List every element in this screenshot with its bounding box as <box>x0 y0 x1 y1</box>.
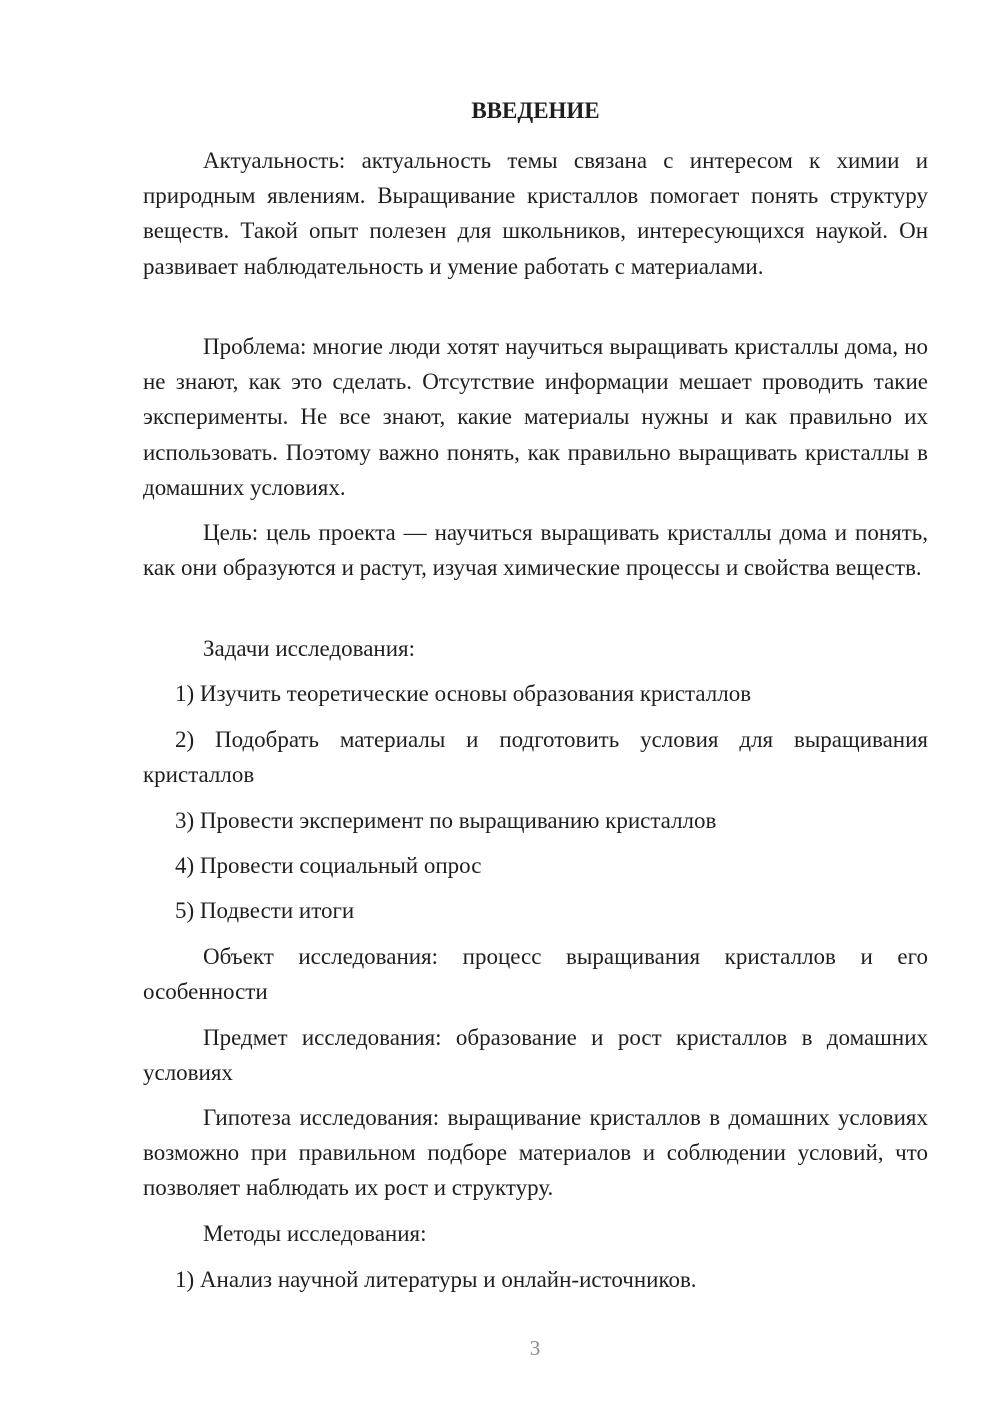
relevance-paragraph: Актуальность: актуальность темы связана с интересом к химии и природным явлениям. Выращивание кристаллов помогает понять структуру веществ. Такой опыт полезен для школьников, интересующихся наукой. Он развивает наблюдательность и умение работать с материалами. <box>143 148 928 279</box>
task-item-5: 5) Подвести итоги <box>175 898 355 923</box>
methods-heading: Методы исследования: <box>203 1221 427 1246</box>
section-title: ВВЕДЕНИЕ <box>471 98 600 123</box>
method-item-1: 1) Анализ научной литературы и онлайн-источников. <box>175 1267 697 1292</box>
task-item-2: 2) Подобрать материалы и подготовить условия для выращивания кристаллов <box>143 727 928 788</box>
task-item-1: 1) Изучить теоретические основы образования кристаллов <box>175 681 752 706</box>
tasks-heading: Задачи исследования: <box>203 636 416 661</box>
task-item-4: 4) Провести социальный опрос <box>175 853 482 878</box>
task-item-3: 3) Провести эксперимент по выращиванию кристаллов <box>175 808 717 833</box>
page-number: 3 <box>529 1336 541 1360</box>
goal-paragraph: Цель: цель проекта — научиться выращивать кристаллы дома и понять, как они образуются и растут, изучая химические процессы и свойства веществ. <box>143 520 928 581</box>
problem-paragraph: Проблема: многие люди хотят научиться выращивать кристаллы дома, но не знают, как это сделать. Отсутствие информации мешает проводить такие эксперименты. Не все знают, какие материалы нужны и как правильно их использовать. Поэтому важно понять, как правильно выращивать кристаллы в домашних условиях. <box>143 334 928 500</box>
object-paragraph: Объект исследования: процесс выращивания кристаллов и его особенности <box>143 944 928 1005</box>
hypothesis-paragraph: Гипотеза исследования: выращивание кристаллов в домашних условиях возможно при правильном подборе материалов и соблюдении условий, что позволяет наблюдать их рост и структуру. <box>143 1105 928 1201</box>
subject-paragraph: Предмет исследования: образование и рост кристаллов в домашних условиях <box>143 1025 928 1086</box>
